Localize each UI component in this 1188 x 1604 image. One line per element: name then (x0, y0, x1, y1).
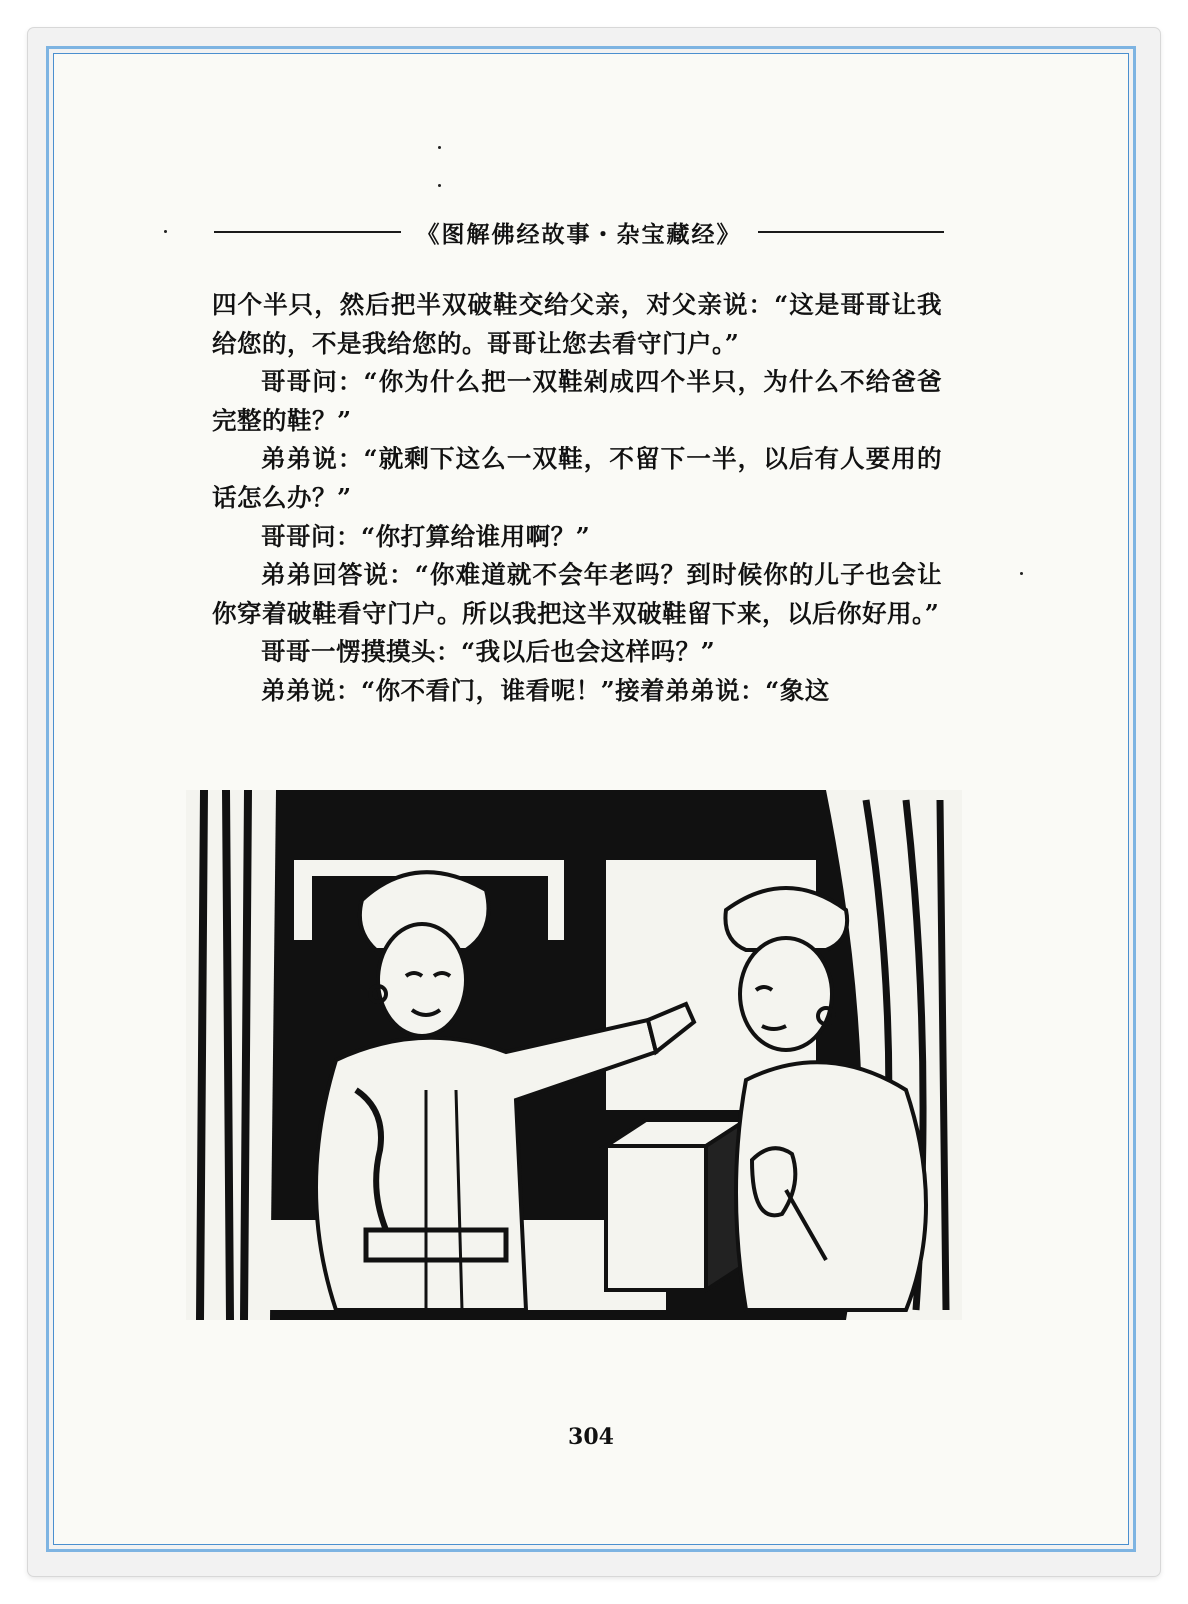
scan-speck (1020, 572, 1023, 575)
paragraph: 弟弟说：“你不看门，谁看呢！”接着弟弟说：“象这 (261, 675, 830, 705)
page-frame (46, 46, 1136, 1552)
document-viewer (28, 28, 1160, 1576)
paragraph: 弟弟回答说：“你难道就不会年老吗？到时候你的儿子也会让你穿着破鞋看守门户。所以我把这半双破鞋留下来，以后你好用。” (212, 560, 942, 628)
body-text (212, 286, 942, 711)
book-page (54, 54, 1128, 1544)
page-number: 304 (568, 1424, 614, 1450)
paragraph: 哥哥一愣摸摸头：“我以后也会这样吗？” (261, 637, 716, 667)
running-head-rule-right (758, 231, 945, 233)
scan-speck (438, 146, 441, 149)
scan-speck (164, 230, 167, 233)
paragraph: 哥哥问：“你为什么把一双鞋剁成四个半只，为什么不给爸爸完整的鞋？” (212, 367, 942, 435)
running-head (214, 214, 944, 250)
running-head-title: 《图解佛经故事・杂宝藏经》 (416, 220, 742, 248)
paragraph: 四个半只，然后把半双破鞋交给父亲，对父亲说：“这是哥哥让我给您的，不是我给您的。哥哥让您去看守门户。” (212, 290, 942, 358)
page-frame-inner (53, 53, 1129, 1545)
running-head-rule-left (214, 231, 401, 233)
paragraph: 弟弟说：“就剩下这么一双鞋，不留下一半，以后有人要用的话怎么办？” (212, 444, 942, 512)
woodcut-illustration (186, 790, 962, 1320)
paragraph: 哥哥问：“你打算给谁用啊？” (261, 521, 591, 551)
scan-speck (438, 184, 441, 187)
